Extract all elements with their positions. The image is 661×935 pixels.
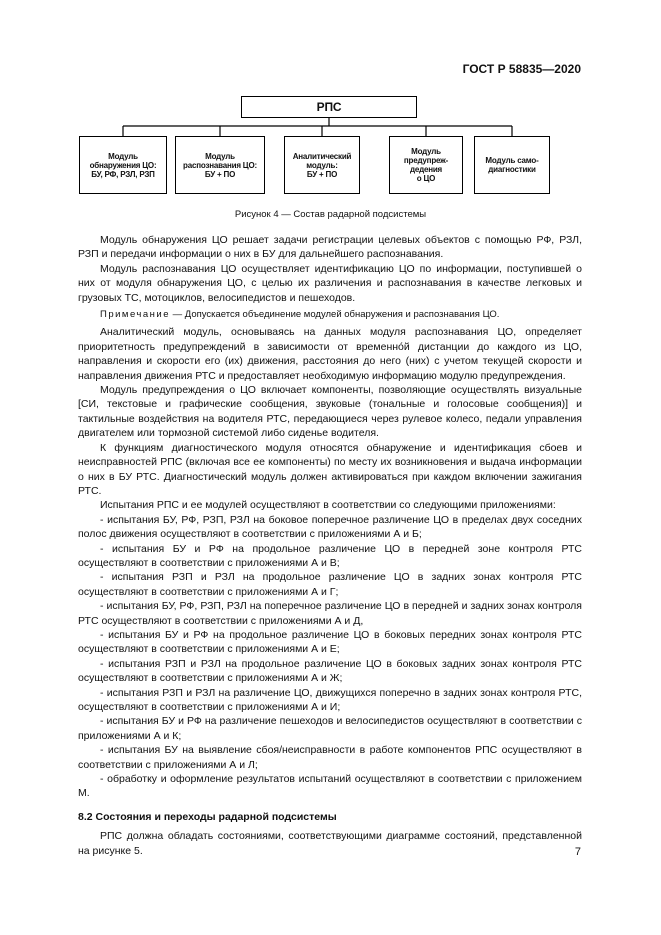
list-item: - испытания БУ, РФ, РЗП, РЗЛ на поперечное различение ЦО в передней и задних зонах контроля РТС осуществляют в соответствии с приложениями А и Д, <box>78 600 582 627</box>
figure-caption: Рисунок 4 — Состав радарной подсистемы <box>234 209 427 220</box>
detection-module-box: Модуль обнаружения ЦО: БУ, РФ, РЗЛ, РЗП <box>79 136 167 194</box>
paragraph: Модуль обнаружения ЦО решает задачи регистрации целевых объектов с помощью РФ, РЗЛ, РЗП и передачи информации о них в БУ для дальнейшего распознавания. <box>78 234 582 261</box>
analytical-module-box: Аналитический модуль: БУ + ПО <box>284 136 360 194</box>
paragraph: Аналитический модуль, основываясь на данных модуля распознавания ЦО, определяет приоритетность предупреждений в зависимости от временно́й дистанции до каждого из ЦО, направления и скорости его (их) движения, расстояния до него (них) с учетом текущей скорости и направления движения РТС и предоставляет необходимую информацию модулю предупреждения. <box>78 326 582 382</box>
page-number: 7 <box>574 846 581 858</box>
paragraph: К функциям диагностического модуля относятся обнаружение и идентификация сбоев и неисправностей РПС (включая все ее компоненты) по месту их возникновения и выдача информации о них в БУ РТС. Диагностический модуль должен активироваться при каждом включении зажигания РТС. <box>78 441 582 497</box>
note-label: Примечание <box>100 309 170 321</box>
list-item: - испытания БУ и РФ на продольное различение ЦО в передней зоне контроля РТС осуществляют в соответствии с приложениями А и В; <box>78 542 582 569</box>
list-item: - испытания БУ и РФ на различение пешеходов и велосипедистов осуществляют в соответствии с приложениями А и К; <box>78 715 582 742</box>
paragraph: Модуль распознавания ЦО осуществляет идентификацию ЦО по информации, поступившей о них от модуля обнаружения ЦО, с целью их различения и распознавания в качестве легковых и грузовых ТС, мотоциклов, велосипедистов и пешеходов. <box>78 262 582 304</box>
body-text <box>78 233 582 858</box>
recognition-module-box: Модуль распознавания ЦО: БУ + ПО <box>175 136 265 194</box>
document-header: ГОСТ Р 58835—2020 <box>462 62 581 76</box>
note-text: — Допускается объединение модулей обнаружения и распознавания ЦО. <box>170 309 500 321</box>
section-heading: 8.2 Состояния и переходы радарной подсистемы <box>78 810 337 823</box>
warning-module-box: Модуль предупреж- дедения о ЦО <box>389 136 463 194</box>
list-item: - испытания БУ на выявление сбоя/неисправности в работе компонентов РПС осуществляют в соответствии с приложениями А и Л; <box>78 744 582 771</box>
rps-root-box: РПС <box>241 96 417 118</box>
list-item: - обработку и оформление результатов испытаний осуществляют в соответствии с приложением М. <box>78 773 582 800</box>
paragraph: Испытания РПС и ее модулей осуществляют в соответствии со следующими приложениями: <box>100 499 556 512</box>
paragraph: Модуль предупреждения о ЦО включает компоненты, позволяющие осуществлять визуальные [СИ, текстовые и графические сообщения, звуковые (тональные и голосовые сообщения)] и тактильные воздействия на водителя РТС, передающиеся через рулевое колесо, педали управления двигателем или тормозной системой либо сиденье водителя. <box>78 384 582 440</box>
paragraph: РПС должна обладать состояниями, соответствующими диаграмме состояний, представленной на рисунке 5. <box>78 830 582 857</box>
list-item: - испытания БУ и РФ на продольное различение ЦО в боковых передних зонах контроля РТС осуществляют в соответствии с приложениями А и Е; <box>78 628 582 656</box>
list-item: - испытания РЗП и РЗЛ на продольное различение ЦО в боковых задних зонах контроля РТС осуществляют в соответствии с приложениями А и Ж; <box>78 657 582 685</box>
figure-diagram <box>78 96 580 198</box>
self-diagnostics-module-box: Модуль само- диагностики <box>474 136 550 194</box>
list-item: - испытания БУ, РФ, РЗП, РЗЛ на боковое поперечное различение ЦО в пределах двух соседних полос движения осуществляют в соответствии с приложениями А и Б; <box>78 513 582 541</box>
list-item: - испытания РЗП и РЗЛ на продольное различение ЦО в задних зонах контроля РТС осуществляют в соответствии с приложениями А и Г; <box>78 571 582 598</box>
note <box>78 308 582 322</box>
list-item: - испытания РЗП и РЗЛ на различение ЦО, движущихся поперечно в задних зонах контроля РТС, осуществляют в соответствии с приложениями А и И; <box>78 686 582 713</box>
